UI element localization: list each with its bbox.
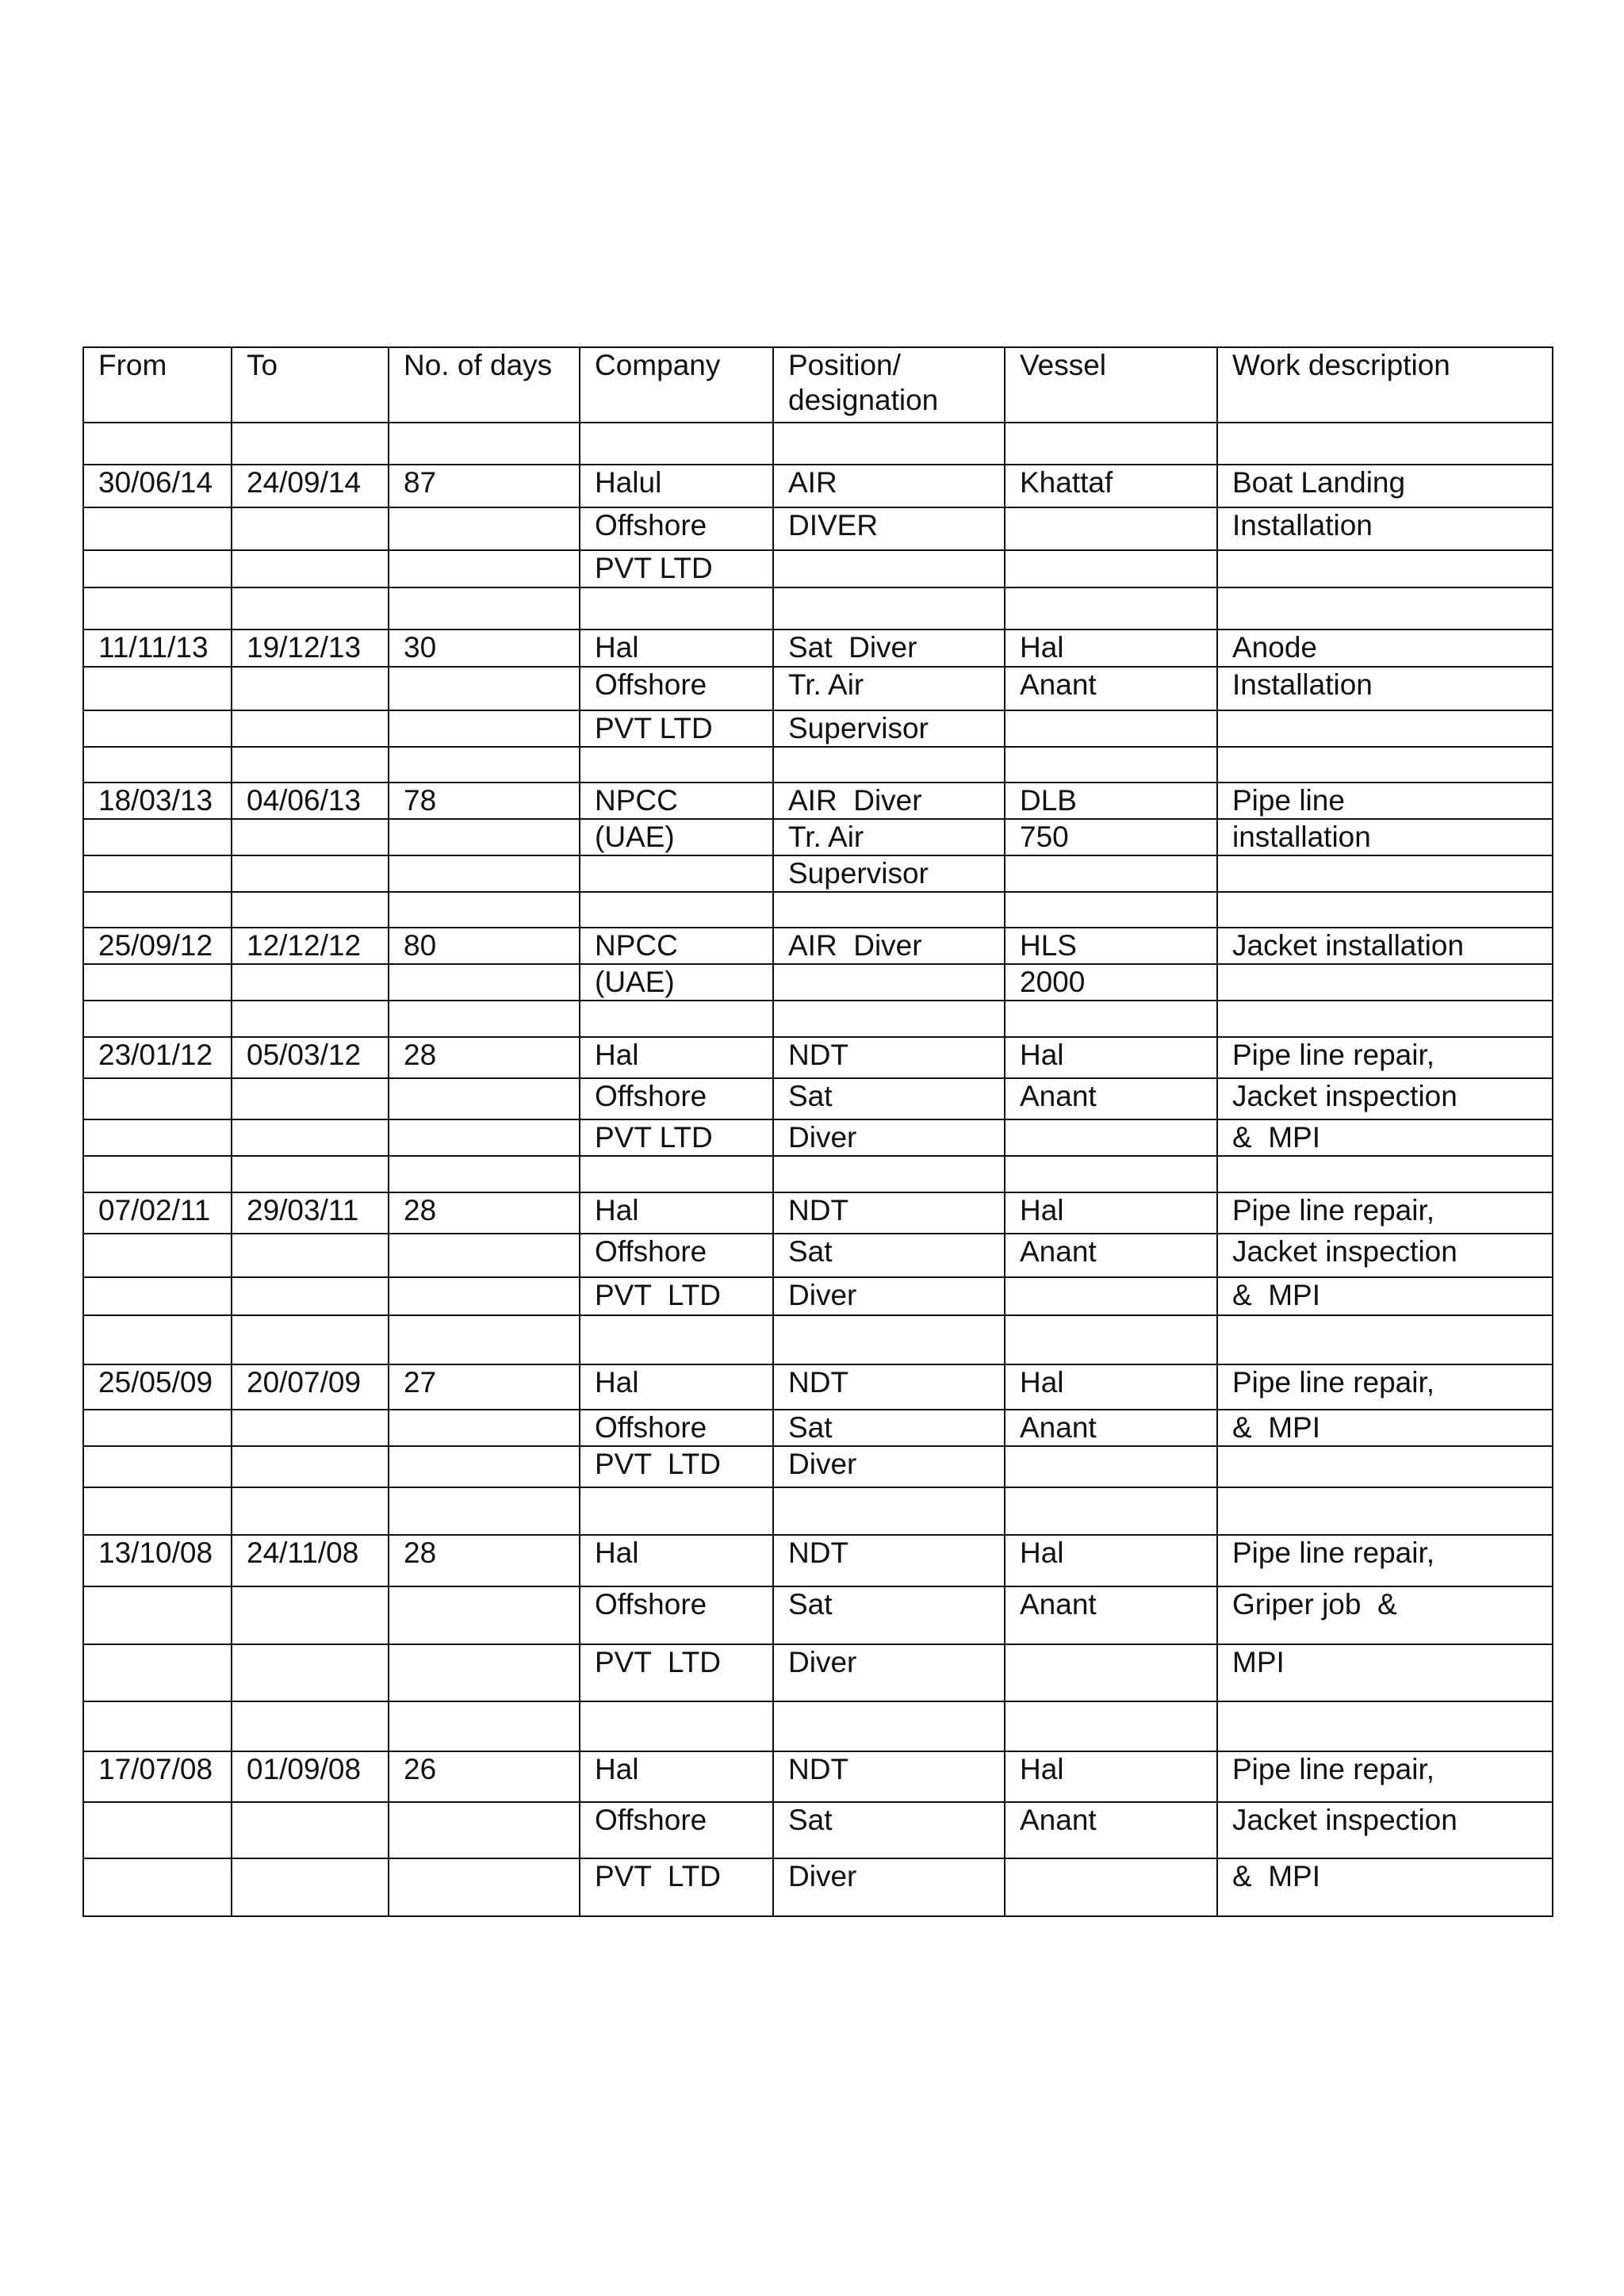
- cell-position: NDT: [773, 1037, 1005, 1078]
- cell-position: Diver: [773, 1446, 1005, 1487]
- cell-from: 18/03/13: [83, 783, 232, 819]
- cell-to: [232, 892, 389, 928]
- header-company: Company: [580, 347, 773, 423]
- cell-position: NDT: [773, 1192, 1005, 1234]
- cell-to: [232, 667, 389, 710]
- cell-days: [389, 507, 580, 550]
- cell-from: [83, 1644, 232, 1701]
- cell-company: Hal: [580, 629, 773, 667]
- table-row: [83, 892, 1553, 928]
- cell-from: 17/07/08: [83, 1751, 232, 1802]
- cell-company: [580, 1487, 773, 1535]
- table-row: [83, 587, 1553, 629]
- cell-vessel: Khattaf: [1005, 465, 1217, 507]
- cell-from: [83, 964, 232, 1001]
- table-row: [83, 1037, 1553, 1078]
- cell-work-description: [1217, 550, 1553, 587]
- header-to: To: [232, 347, 389, 423]
- cell-vessel: 2000: [1005, 964, 1217, 1001]
- cell-company: PVT LTD: [580, 1277, 773, 1315]
- cell-from: 30/06/14: [83, 465, 232, 507]
- cell-to: [232, 1277, 389, 1315]
- cell-to: 29/03/11: [232, 1192, 389, 1234]
- table-row: [83, 423, 1553, 465]
- cell-vessel: [1005, 1858, 1217, 1916]
- cell-from: 11/11/13: [83, 629, 232, 667]
- cell-to: [232, 1078, 389, 1119]
- cell-days: [389, 892, 580, 928]
- cell-position: AIR: [773, 465, 1005, 507]
- cell-work-description: Jacket installation: [1217, 928, 1553, 964]
- cell-work-description: Installation: [1217, 507, 1553, 550]
- cell-to: [232, 855, 389, 892]
- cell-work-description: [1217, 1001, 1553, 1037]
- cell-company: [580, 892, 773, 928]
- cell-days: [389, 1487, 580, 1535]
- cell-from: [83, 1487, 232, 1535]
- cell-to: [232, 819, 389, 855]
- cell-work-description: & MPI: [1217, 1858, 1553, 1916]
- cell-work-description: [1217, 1487, 1553, 1535]
- table-row: [83, 1315, 1553, 1364]
- cell-from: [83, 1156, 232, 1192]
- table-row: [83, 1156, 1553, 1192]
- cell-work-description: [1217, 423, 1553, 465]
- cell-position: Sat: [773, 1586, 1005, 1644]
- cell-to: [232, 1858, 389, 1916]
- cell-to: [232, 1487, 389, 1535]
- cell-position: [773, 1315, 1005, 1364]
- cell-days: [389, 964, 580, 1001]
- cell-to: 04/06/13: [232, 783, 389, 819]
- table-row: [83, 629, 1553, 667]
- cell-from: [83, 819, 232, 855]
- cell-work-description: [1217, 1701, 1553, 1751]
- cell-work-description: Pipe line repair,: [1217, 1535, 1553, 1586]
- cell-work-description: Pipe line repair,: [1217, 1364, 1553, 1410]
- cell-company: [580, 1701, 773, 1751]
- cell-position: [773, 892, 1005, 928]
- cell-position: Diver: [773, 1277, 1005, 1315]
- cell-work-description: & MPI: [1217, 1277, 1553, 1315]
- table-row: [83, 819, 1553, 855]
- cell-company: [580, 1001, 773, 1037]
- table-row: [83, 1858, 1553, 1916]
- cell-days: [389, 1001, 580, 1037]
- cell-to: [232, 587, 389, 629]
- cell-company: NPCC: [580, 783, 773, 819]
- cell-company: [580, 1156, 773, 1192]
- cell-company: Hal: [580, 1364, 773, 1410]
- table-row: [83, 1535, 1553, 1586]
- cell-vessel: Hal: [1005, 1364, 1217, 1410]
- cell-company: Offshore: [580, 1586, 773, 1644]
- cell-position: Sat: [773, 1802, 1005, 1858]
- cell-work-description: MPI: [1217, 1644, 1553, 1701]
- cell-from: [83, 1119, 232, 1156]
- cell-position: Sat Diver: [773, 629, 1005, 667]
- cell-company: PVT LTD: [580, 710, 773, 747]
- cell-vessel: [1005, 550, 1217, 587]
- cell-work-description: Jacket inspection: [1217, 1802, 1553, 1858]
- cell-from: [83, 423, 232, 465]
- cell-from: [83, 667, 232, 710]
- cell-company: (UAE): [580, 819, 773, 855]
- cell-position: Sat: [773, 1234, 1005, 1277]
- cell-work-description: [1217, 855, 1553, 892]
- cell-to: 20/07/09: [232, 1364, 389, 1410]
- cell-position: Diver: [773, 1644, 1005, 1701]
- cell-from: [83, 747, 232, 783]
- cell-from: [83, 1277, 232, 1315]
- cell-from: 07/02/11: [83, 1192, 232, 1234]
- cell-to: 12/12/12: [232, 928, 389, 964]
- cell-work-description: & MPI: [1217, 1119, 1553, 1156]
- cell-position: [773, 1487, 1005, 1535]
- cell-vessel: Hal: [1005, 1751, 1217, 1802]
- cell-vessel: [1005, 507, 1217, 550]
- cell-company: [580, 747, 773, 783]
- cell-days: 80: [389, 928, 580, 964]
- cell-company: [580, 855, 773, 892]
- cell-to: 24/09/14: [232, 465, 389, 507]
- cell-work-description: Jacket inspection: [1217, 1078, 1553, 1119]
- cell-vessel: Hal: [1005, 629, 1217, 667]
- cell-days: 87: [389, 465, 580, 507]
- cell-vessel: [1005, 1277, 1217, 1315]
- cell-work-description: Installation: [1217, 667, 1553, 710]
- table-row: [83, 1586, 1553, 1644]
- table-row: [83, 507, 1553, 550]
- cell-to: [232, 964, 389, 1001]
- table-row: [83, 1119, 1553, 1156]
- table-row: [83, 747, 1553, 783]
- cell-work-description: Pipe line: [1217, 783, 1553, 819]
- cell-company: PVT LTD: [580, 1119, 773, 1156]
- cell-to: [232, 1410, 389, 1446]
- cell-to: 24/11/08: [232, 1535, 389, 1586]
- cell-work-description: [1217, 1315, 1553, 1364]
- cell-to: [232, 423, 389, 465]
- cell-vessel: [1005, 1446, 1217, 1487]
- table-row: [83, 1192, 1553, 1234]
- cell-days: [389, 819, 580, 855]
- cell-from: [83, 1802, 232, 1858]
- cell-to: [232, 1701, 389, 1751]
- cell-vessel: [1005, 892, 1217, 928]
- cell-days: 26: [389, 1751, 580, 1802]
- cell-days: [389, 1446, 580, 1487]
- table-row: [83, 550, 1553, 587]
- cell-vessel: [1005, 423, 1217, 465]
- cell-vessel: [1005, 1119, 1217, 1156]
- cell-position: Diver: [773, 1119, 1005, 1156]
- header-days: No. of days: [389, 347, 580, 423]
- table-row: [83, 1001, 1553, 1037]
- cell-company: PVT LTD: [580, 1644, 773, 1701]
- cell-vessel: [1005, 1487, 1217, 1535]
- cell-position: Sat: [773, 1078, 1005, 1119]
- cell-to: [232, 1446, 389, 1487]
- cell-company: Hal: [580, 1192, 773, 1234]
- cell-work-description: [1217, 710, 1553, 747]
- cell-company: Hal: [580, 1037, 773, 1078]
- cell-days: [389, 1701, 580, 1751]
- cell-from: [83, 892, 232, 928]
- cell-days: [389, 1586, 580, 1644]
- cell-days: [389, 667, 580, 710]
- cell-vessel: [1005, 855, 1217, 892]
- cell-position: Tr. Air: [773, 819, 1005, 855]
- cell-days: 28: [389, 1535, 580, 1586]
- cell-position: [773, 423, 1005, 465]
- cell-vessel: [1005, 1315, 1217, 1364]
- table-row: [83, 465, 1553, 507]
- cell-company: [580, 1315, 773, 1364]
- header-work-description: Work description: [1217, 347, 1553, 423]
- cell-days: [389, 1277, 580, 1315]
- cell-vessel: Anant: [1005, 1410, 1217, 1446]
- header-position: Position/ designation: [773, 347, 1005, 423]
- table-row: [83, 1078, 1553, 1119]
- cell-from: [83, 710, 232, 747]
- table-row: [83, 1701, 1553, 1751]
- header-vessel: Vessel: [1005, 347, 1217, 423]
- cell-days: [389, 1234, 580, 1277]
- cell-to: [232, 1156, 389, 1192]
- table-row: [83, 1487, 1553, 1535]
- cell-to: [232, 507, 389, 550]
- cell-to: 01/09/08: [232, 1751, 389, 1802]
- cell-company: Hal: [580, 1535, 773, 1586]
- cell-days: 30: [389, 629, 580, 667]
- cell-from: [83, 1858, 232, 1916]
- table-row: [83, 1410, 1553, 1446]
- cell-days: [389, 1644, 580, 1701]
- cell-vessel: Anant: [1005, 1078, 1217, 1119]
- cell-to: [232, 1119, 389, 1156]
- table-row: [83, 1277, 1553, 1315]
- cell-vessel: [1005, 1001, 1217, 1037]
- cell-position: [773, 1001, 1005, 1037]
- cell-vessel: Anant: [1005, 1802, 1217, 1858]
- cell-vessel: 750: [1005, 819, 1217, 855]
- cell-company: PVT LTD: [580, 550, 773, 587]
- table-row: [83, 1364, 1553, 1410]
- cell-work-description: [1217, 964, 1553, 1001]
- cell-position: Sat: [773, 1410, 1005, 1446]
- cell-vessel: Anant: [1005, 667, 1217, 710]
- work-history-table: [82, 346, 1553, 1917]
- cell-company: Offshore: [580, 1802, 773, 1858]
- cell-to: [232, 550, 389, 587]
- cell-from: [83, 587, 232, 629]
- cell-vessel: [1005, 1644, 1217, 1701]
- cell-days: [389, 423, 580, 465]
- cell-vessel: [1005, 1701, 1217, 1751]
- cell-from: [83, 1001, 232, 1037]
- cell-from: [83, 1234, 232, 1277]
- cell-position: AIR Diver: [773, 783, 1005, 819]
- cell-company: PVT LTD: [580, 1858, 773, 1916]
- cell-to: [232, 1001, 389, 1037]
- cell-company: Offshore: [580, 1410, 773, 1446]
- cell-vessel: DLB: [1005, 783, 1217, 819]
- cell-days: [389, 550, 580, 587]
- cell-vessel: [1005, 747, 1217, 783]
- cell-vessel: [1005, 1156, 1217, 1192]
- cell-from: [83, 1078, 232, 1119]
- cell-work-description: Boat Landing: [1217, 465, 1553, 507]
- cell-days: [389, 1119, 580, 1156]
- cell-from: 23/01/12: [83, 1037, 232, 1078]
- cell-company: Offshore: [580, 1234, 773, 1277]
- cell-days: [389, 1858, 580, 1916]
- cell-days: 28: [389, 1037, 580, 1078]
- cell-company: Offshore: [580, 1078, 773, 1119]
- cell-days: [389, 747, 580, 783]
- table-header-row: [83, 347, 1553, 423]
- cell-days: 28: [389, 1192, 580, 1234]
- cell-company: PVT LTD: [580, 1446, 773, 1487]
- cell-from: [83, 1410, 232, 1446]
- cell-position: NDT: [773, 1535, 1005, 1586]
- cell-from: [83, 1701, 232, 1751]
- cell-to: [232, 1315, 389, 1364]
- table-row: [83, 1802, 1553, 1858]
- cell-days: [389, 1410, 580, 1446]
- table-row: [83, 1446, 1553, 1487]
- cell-days: [389, 1802, 580, 1858]
- cell-vessel: Anant: [1005, 1234, 1217, 1277]
- cell-vessel: Anant: [1005, 1586, 1217, 1644]
- cell-work-description: Pipe line repair,: [1217, 1037, 1553, 1078]
- cell-vessel: Hal: [1005, 1037, 1217, 1078]
- cell-work-description: Anode: [1217, 629, 1553, 667]
- cell-work-description: Pipe line repair,: [1217, 1751, 1553, 1802]
- cell-position: Supervisor: [773, 855, 1005, 892]
- cell-to: 05/03/12: [232, 1037, 389, 1078]
- cell-work-description: & MPI: [1217, 1410, 1553, 1446]
- cell-work-description: [1217, 892, 1553, 928]
- cell-from: [83, 1586, 232, 1644]
- table-row: [83, 1234, 1553, 1277]
- cell-position: Supervisor: [773, 710, 1005, 747]
- header-from: From: [83, 347, 232, 423]
- cell-days: [389, 855, 580, 892]
- cell-position: DIVER: [773, 507, 1005, 550]
- cell-position: Tr. Air: [773, 667, 1005, 710]
- cell-position: NDT: [773, 1364, 1005, 1410]
- cell-vessel: Hal: [1005, 1535, 1217, 1586]
- cell-to: [232, 710, 389, 747]
- cell-to: [232, 1586, 389, 1644]
- cell-to: [232, 1644, 389, 1701]
- cell-days: [389, 710, 580, 747]
- cell-company: Hal: [580, 1751, 773, 1802]
- cell-position: [773, 1701, 1005, 1751]
- cell-from: [83, 1446, 232, 1487]
- cell-vessel: Hal: [1005, 1192, 1217, 1234]
- cell-position: [773, 964, 1005, 1001]
- cell-from: [83, 855, 232, 892]
- cell-to: [232, 747, 389, 783]
- cell-position: NDT: [773, 1751, 1005, 1802]
- cell-from: [83, 507, 232, 550]
- cell-position: AIR Diver: [773, 928, 1005, 964]
- cell-work-description: [1217, 1446, 1553, 1487]
- cell-company: [580, 587, 773, 629]
- cell-days: 27: [389, 1364, 580, 1410]
- cell-from: [83, 550, 232, 587]
- cell-company: [580, 423, 773, 465]
- cell-position: [773, 747, 1005, 783]
- cell-position: Diver: [773, 1858, 1005, 1916]
- table-row: [83, 783, 1553, 819]
- cell-position: [773, 550, 1005, 587]
- cell-work-description: Pipe line repair,: [1217, 1192, 1553, 1234]
- cell-company: NPCC: [580, 928, 773, 964]
- table-row: [83, 928, 1553, 964]
- cell-days: 78: [389, 783, 580, 819]
- cell-company: Halul: [580, 465, 773, 507]
- cell-days: [389, 587, 580, 629]
- cell-vessel: HLS: [1005, 928, 1217, 964]
- cell-work-description: installation: [1217, 819, 1553, 855]
- table-row: [83, 710, 1553, 747]
- cell-vessel: [1005, 587, 1217, 629]
- table-row: [83, 1644, 1553, 1701]
- cell-position: [773, 587, 1005, 629]
- cell-days: [389, 1315, 580, 1364]
- cell-from: 25/09/12: [83, 928, 232, 964]
- table-row: [83, 667, 1553, 710]
- cell-to: [232, 1802, 389, 1858]
- table-row: [83, 855, 1553, 892]
- cell-work-description: Jacket inspection: [1217, 1234, 1553, 1277]
- cell-from: [83, 1315, 232, 1364]
- cell-from: 13/10/08: [83, 1535, 232, 1586]
- cell-from: 25/05/09: [83, 1364, 232, 1410]
- cell-company: Offshore: [580, 507, 773, 550]
- cell-company: Offshore: [580, 667, 773, 710]
- cell-days: [389, 1078, 580, 1119]
- cell-to: 19/12/13: [232, 629, 389, 667]
- cell-company: (UAE): [580, 964, 773, 1001]
- cell-work-description: [1217, 587, 1553, 629]
- cell-position: [773, 1156, 1005, 1192]
- cell-work-description: [1217, 1156, 1553, 1192]
- cell-work-description: Griper job &: [1217, 1586, 1553, 1644]
- cell-work-description: [1217, 747, 1553, 783]
- table-row: [83, 1751, 1553, 1802]
- cell-days: [389, 1156, 580, 1192]
- cell-to: [232, 1234, 389, 1277]
- table-row: [83, 964, 1553, 1001]
- cell-vessel: [1005, 710, 1217, 747]
